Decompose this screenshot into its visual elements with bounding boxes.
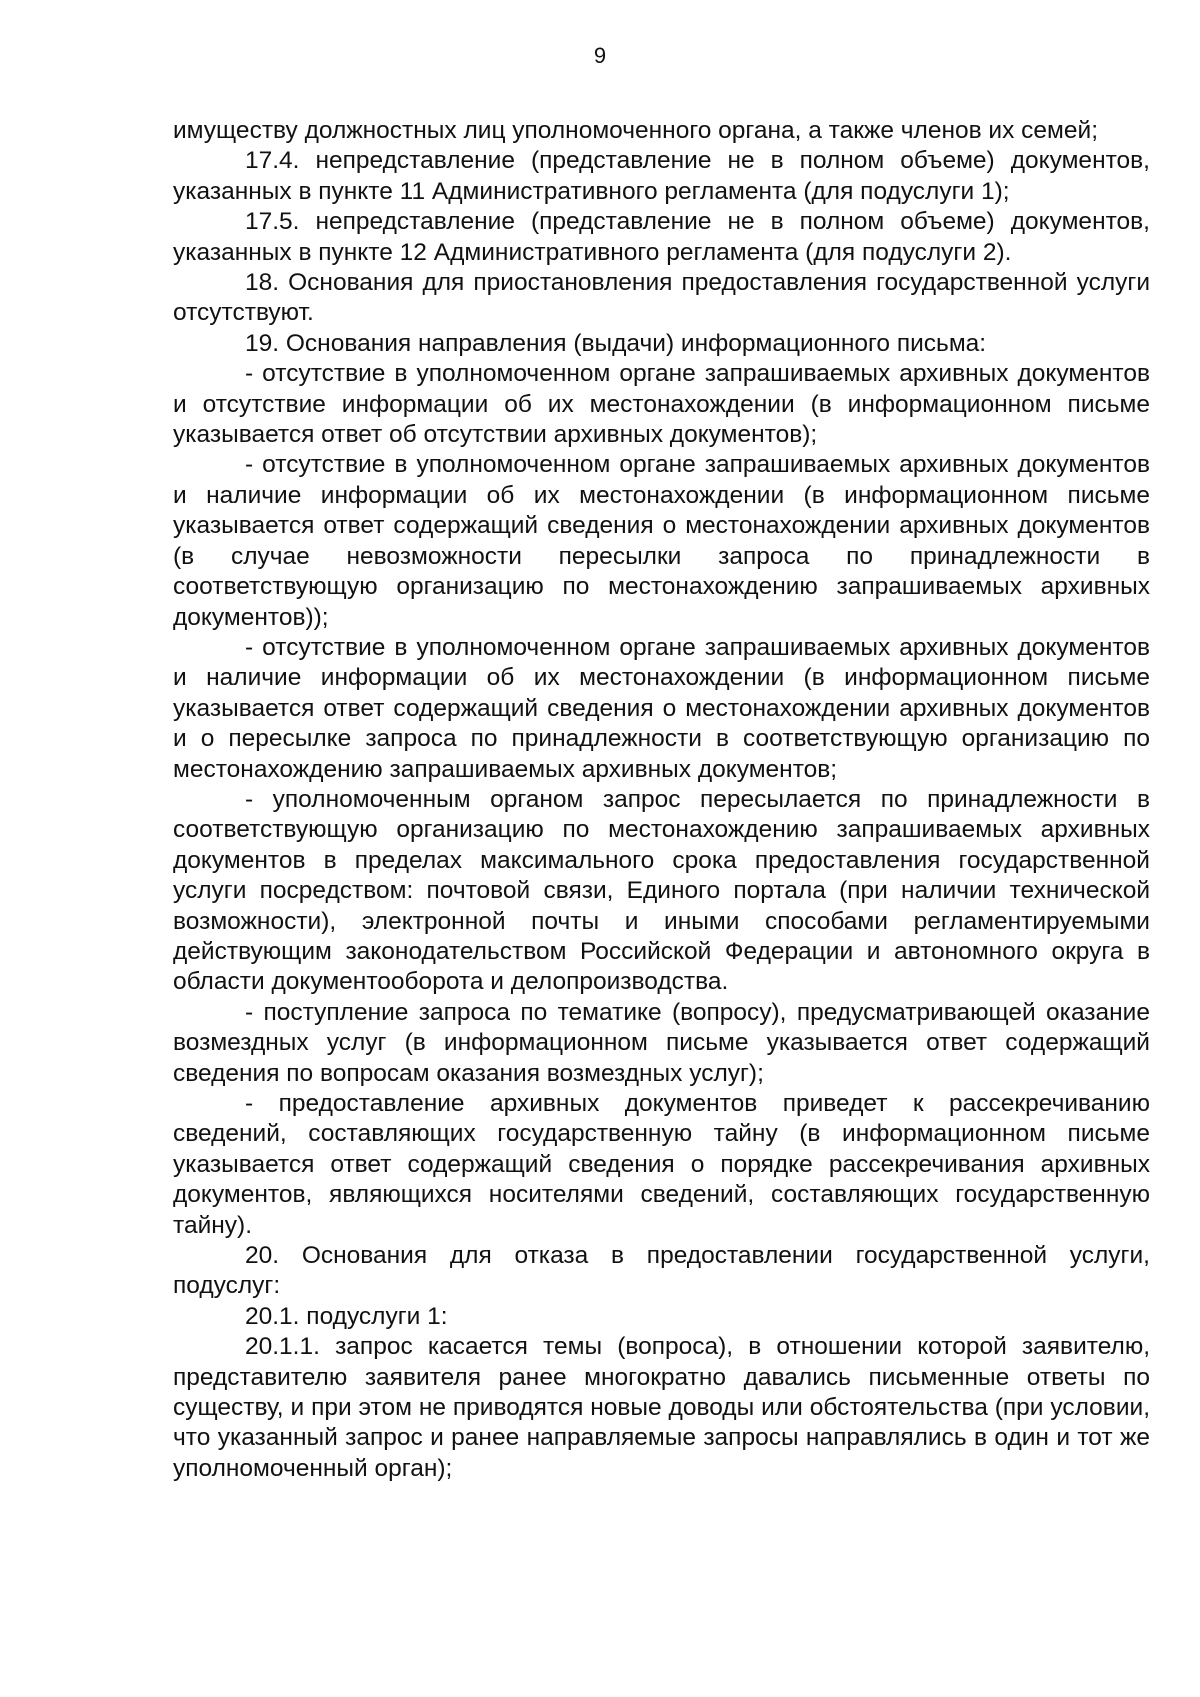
paragraph-20-1-1: 20.1.1. запрос касается темы (вопроса), в отношении которой заявителю, представителю заявителя ранее многократно давались письменные ответы по существу, и при этом не приводятся новые доводы или обстоятельства (при условии, что указанный запрос и ранее направляемые запросы направлялись в один и тот же уполномоченный орган);	[173, 1333, 1150, 1482]
paragraph-19-item-5: - поступление запроса по тематике (вопросу), предусматривающей оказание возмездных услуг (в информационном письме указывается ответ содержащий сведения по вопросам оказания возмездных услуг);	[173, 998, 1150, 1087]
paragraph-20: 20. Основания для отказа в предоставлении государственной услуги, подуслуг:	[173, 1242, 1150, 1300]
paragraph-19-item-3: - отсутствие в уполномоченном органе запрашиваемых архивных документов и наличие информации об их местонахождении (в информационном письме указывается ответ содержащий сведения о местонахождении архивных документов и о пересылке запроса по принадлежности в соответствующую организацию по местонахождению запрашиваемых архивных документов;	[173, 633, 1150, 783]
paragraph-17-4: 17.4. непредставление (представление не в полном объеме) документов, указанных в пункте 11 Административного регламента (для подуслуги 1);	[173, 147, 1150, 205]
paragraph-continuation: имуществу должностных лиц уполномоченного органа, а также членов их семей;	[173, 117, 1099, 144]
paragraph-19-item-2: - отсутствие в уполномоченном органе запрашиваемых архивных документов и наличие информации об их местонахождении (в информационном письме указывается ответ содержащий сведения о местонахождении архивных документов (в случае невозможности пересылки запроса по принадлежности в соответствующую организацию по местонахождению запрашиваемых архивных документов));	[173, 451, 1150, 631]
paragraph-20-1: 20.1. подуслуги 1:	[245, 1302, 448, 1330]
paragraph-18: 18. Основания для приостановления предоставления государственной услуги отсутствуют.	[173, 269, 1150, 327]
paragraph-19: 19. Основания направления (выдачи) информационного письма:	[245, 329, 987, 357]
paragraph-17-5: 17.5. непредставление (представление не в полном объеме) документов, указанных в пункте 12 Административного регламента (для подуслуги 2).	[173, 208, 1150, 266]
paragraph-19-item-6: - предоставление архивных документов приведет к рассекречиванию сведений, составляющих государственную тайну (в информационном письме указывается ответ содержащий сведения о порядке рассекречивания архивных документов, являющихся носителями сведений, составляющих государственную тайну).	[173, 1090, 1150, 1239]
paragraph-19-item-4: - уполномоченным органом запрос пересылается по принадлежности в соответствующую организацию по местонахождению запрашиваемых архивных документов в пределах максимального срока предоставления государственной услуги посредством: почтовой связи, Единого портала (при наличии технической возможности), электронной почты и иными способами регламентируемыми действующим законодательством Российской Федерации и автономного округа в области документооборота и делопроизводства.	[173, 785, 1150, 996]
paragraph-19-item-1: - отсутствие в уполномоченном органе запрашиваемых архивных документов и отсутствие информации об их местонахождении (в информационном письме указывается ответ об отсутствии архивных документов);	[173, 360, 1150, 449]
document-body	[173, 116, 1150, 1484]
page-number: 9	[593, 43, 607, 68]
